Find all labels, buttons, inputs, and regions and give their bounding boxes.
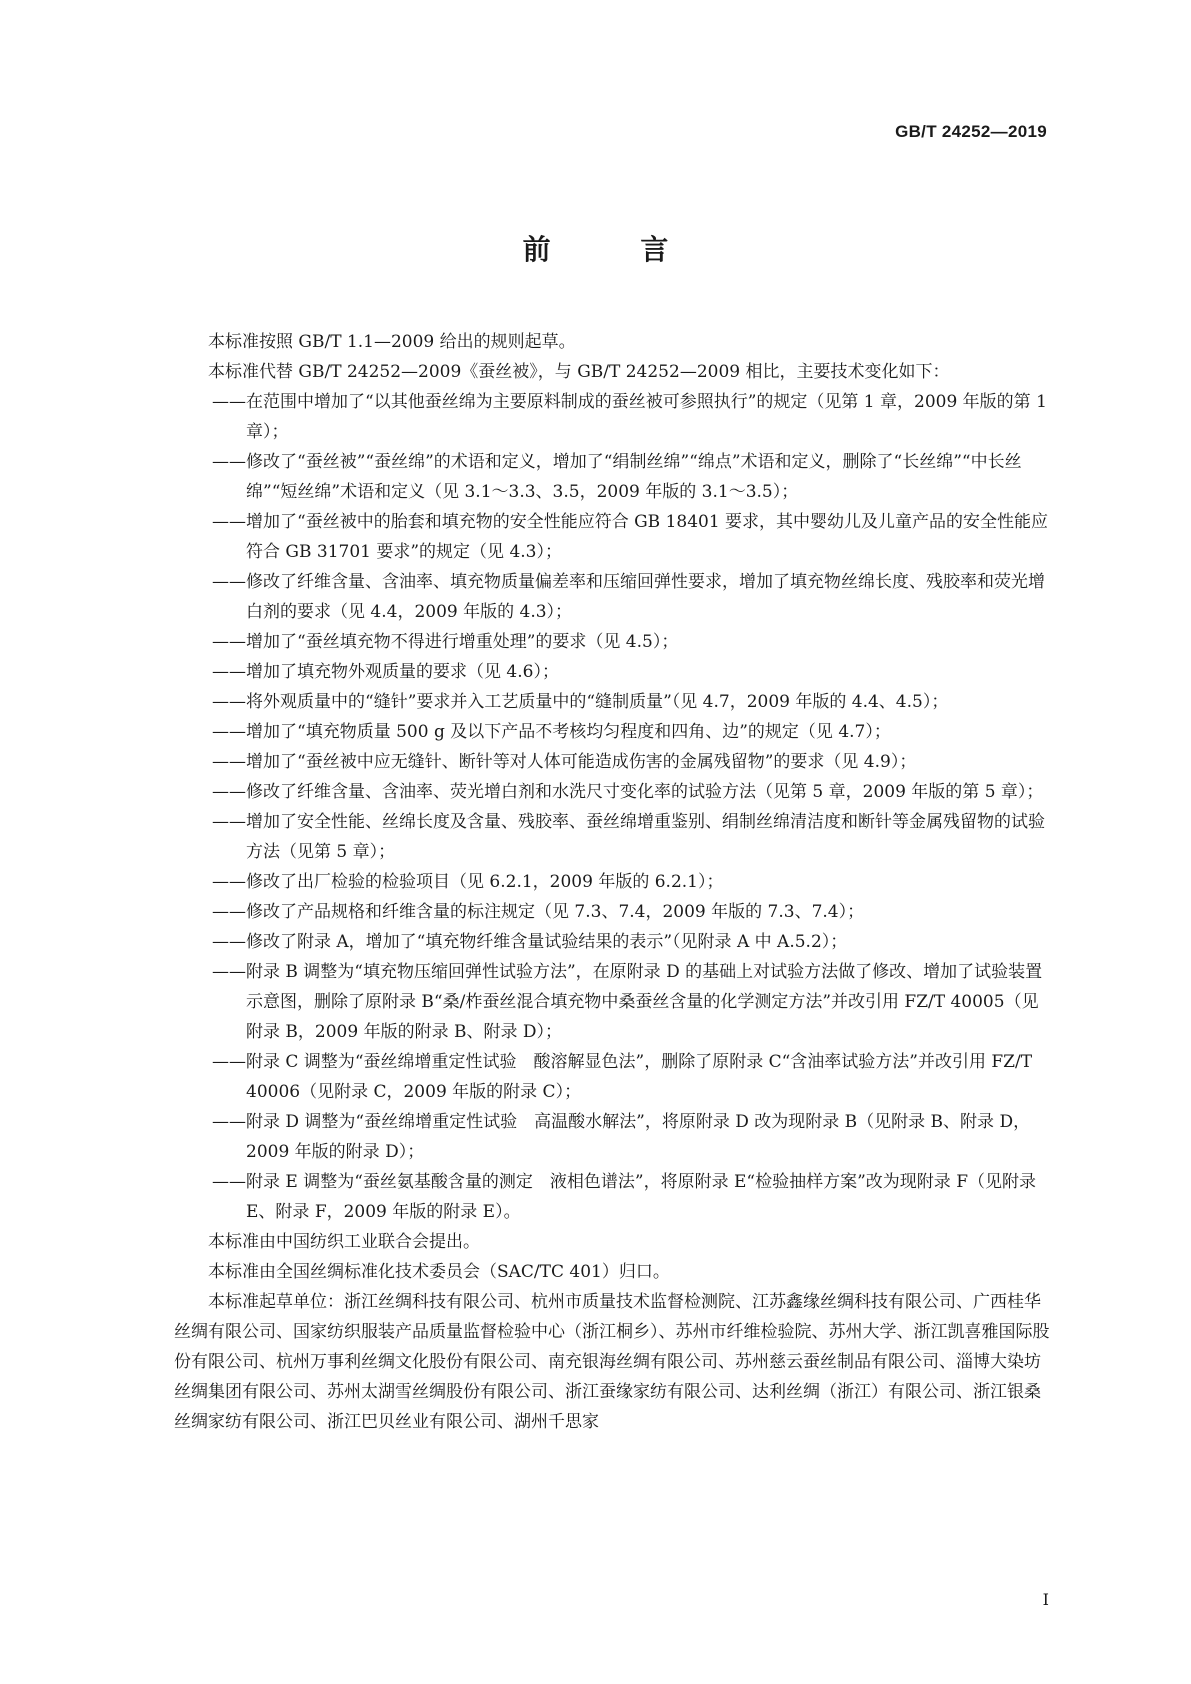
change-item: ——增加了“蚕丝被中的胎套和填充物的安全性能应符合 GB 18401 要求，其中婴幼儿及儿童产品的安全性能应符合 GB 31701 要求”的规定（见 4.3）；	[212, 512, 1049, 562]
change-item: ——附录 D 调整为“蚕丝绵增重定性试验 高温酸水解法”，将原附录 D 改为现附录 B（见附录 B、附录 D，2009 年版的附录 D）；	[212, 1112, 1031, 1162]
standard-code: GB/T 24252—2019	[895, 122, 1047, 141]
change-item: ——修改了产品规格和纤维含量的标注规定（见 7.3、7.4，2009 年版的 7.3、7.4）；	[212, 902, 865, 922]
paragraph: 本标准代替 GB/T 24252—2009《蚕丝被》，与 GB/T 24252—2009 相比，主要技术变化如下：	[208, 362, 950, 382]
change-item: ——在范围中增加了“以其他蚕丝绵为主要原料制成的蚕丝被可参照执行”的规定（见第 1 章，2009 年版的第 1 章）；	[212, 392, 1047, 442]
change-item: ——修改了附录 A，增加了“填充物纤维含量试验结果的表示”（见附录 A 中 A.5.2）；	[212, 932, 848, 952]
foreword-body	[174, 327, 1054, 1437]
paragraph: 本标准由全国丝绸标准化技术委员会（SAC/TC 401）归口。	[208, 1262, 670, 1282]
change-item: ——将外观质量中的“缝针”要求并入工艺质量中的“缝制质量”（见 4.7，2009 年版的 4.4、4.5）；	[212, 692, 949, 712]
change-item: ——增加了“蚕丝被中应无缝针、断针等对人体可能造成伤害的金属残留物”的要求（见 4.9）；	[212, 752, 917, 772]
drafting-units-paragraph: 本标准起草单位：浙江丝绸科技有限公司、杭州市质量技术监督检测院、江苏鑫缘丝绸科技有限公司、广西桂华丝绸有限公司、国家纺织服装产品质量监督检验中心（浙江桐乡）、苏州市纤维检验院、苏州大学、浙江凯喜雅国际股份有限公司、杭州万事利丝绸文化股份有限公司、南充银海丝绸有限公司、苏州慈云蚕丝制品有限公司、淄博大染坊丝绸集团有限公司、苏州太湖雪丝绸股份有限公司、浙江蚕缘家纺有限公司、达利丝绸（浙江）有限公司、浙江银桑丝绸家纺有限公司、浙江巴贝丝业有限公司、湖州千思家	[174, 1292, 1050, 1432]
change-item: ——修改了纤维含量、含油率、荧光增白剂和水洗尺寸变化率的试验方法（见第 5 章，2009 年版的第 5 章）；	[212, 782, 1044, 802]
change-item: ——修改了“蚕丝被”“蚕丝绵”的术语和定义，增加了“绢制丝绵”“绵点”术语和定义，删除了“长丝绵”“中长丝绵”“短丝绵”术语和定义（见 3.1～3.3、3.5，2009 年版的 3.1～3.5）；	[212, 452, 1022, 502]
change-item: ——增加了“填充物质量 500 g 及以下产品不考核均匀程度和四角、边”的规定（见 4.7）；	[212, 722, 891, 742]
change-item: ——增加了安全性能、丝绵长度及含量、残胶率、蚕丝绵增重鉴别、绢制丝绵清洁度和断针等金属残留物的试验方法（见第 5 章）；	[212, 812, 1045, 862]
change-item: ——附录 C 调整为“蚕丝绵增重定性试验 酸溶解显色法”，删除了原附录 C“含油率试验方法”并改引用 FZ/T 40006（见附录 C，2009 年版的附录 C）；	[212, 1052, 1033, 1102]
change-item: ——附录 B 调整为“填充物压缩回弹性试验方法”，在原附录 D 的基础上对试验方法做了修改、增加了试验装置示意图，删除了原附录 B“桑/柞蚕丝混合填充物中桑蚕丝含量的化学测定方法”并改引用 FZ/T 40005（见附录 B，2009 年版的附录 B、附录 D）；	[212, 962, 1043, 1042]
paragraph: 本标准按照 GB/T 1.1—2009 给出的规则起草。	[208, 332, 576, 352]
page-title: 前 言	[522, 233, 709, 266]
change-item: ——修改了出厂检验的检验项目（见 6.2.1，2009 年版的 6.2.1）；	[212, 872, 724, 892]
page-number: I	[1042, 1590, 1049, 1609]
paragraph: 本标准由中国纺织工业联合会提出。	[208, 1232, 480, 1252]
change-item: ——附录 E 调整为“蚕丝氨基酸含量的测定 液相色谱法”，将原附录 E“检验抽样方案”改为现附录 F（见附录 E、附录 F，2009 年版的附录 E）。	[212, 1172, 1036, 1222]
change-item: ——增加了“蚕丝填充物不得进行增重处理”的要求（见 4.5）；	[212, 632, 679, 652]
change-item: ——增加了填充物外观质量的要求（见 4.6）；	[212, 662, 559, 682]
change-item: ——修改了纤维含量、含油率、填充物质量偏差率和压缩回弹性要求，增加了填充物丝绵长度、残胶率和荧光增白剂的要求（见 4.4，2009 年版的 4.3）；	[212, 572, 1045, 622]
